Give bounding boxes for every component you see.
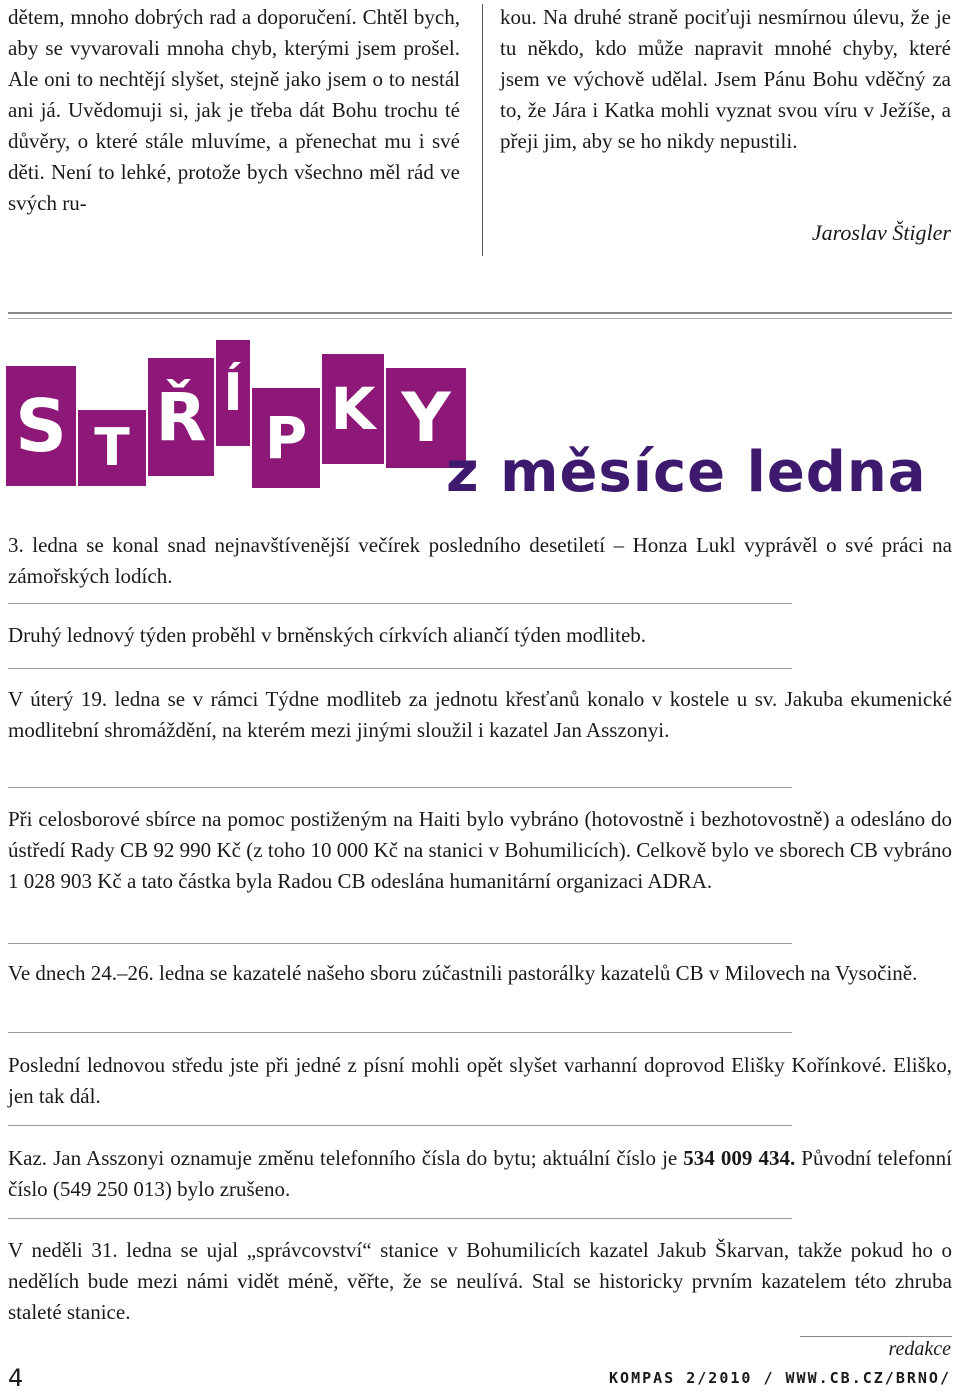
article-left-column: dětem, mnoho dobrých rad a doporučení. Chtěl bych, aby se vyvarovali mnoha chyb, kterými jsem prošel. Ale oni to nechtějí slyšet, stejně jako jsem o to nestál ani já. Uvědomuji si, jak je třeba dát Bohu trochu té důvěry, o které stále mluvíme, a přenechat mu i své děti. Není to lehké, protože bych všechno měl rád ve svých ru- bbox=[8, 5, 460, 215]
news-separator bbox=[8, 787, 792, 788]
title-letter: Ř bbox=[148, 358, 214, 476]
section-rule-thin bbox=[8, 318, 952, 319]
news-separator bbox=[8, 1032, 792, 1033]
credit-text: redakce bbox=[888, 1338, 951, 1360]
journal-footer: KOMPAS 2/2010 / WWW.CB.CZ/BRNO/ bbox=[609, 1369, 951, 1387]
phone-text-before: Kaz. Jan Asszonyi oznamuje změnu telefonního čísla do bytu; aktuální číslo je bbox=[8, 1146, 684, 1170]
news-item: Při celosborové sbírce na pomoc postiženým na Haiti bylo vybráno (hotovostně i bezhotovostně) a odesláno do ústředí Rady CB 92 990 Kč (z toho 10 000 Kč na stanici v Bohumilicích). Celkově bylo ve sborech CB vybráno 1 028 903 Kč a tato částka byla Radou CB odeslána humanitární organizaci ADRA. bbox=[8, 807, 952, 893]
news-separator bbox=[8, 1125, 792, 1126]
news-separator bbox=[8, 603, 792, 604]
title-letter: Y bbox=[386, 368, 466, 468]
article-signature: Jaroslav Štigler bbox=[811, 220, 951, 245]
news-separator bbox=[8, 668, 792, 669]
title-letter: Í bbox=[216, 340, 250, 446]
title-letter: P bbox=[252, 388, 320, 488]
phone-number: 534 009 434. bbox=[683, 1146, 796, 1170]
news-item: V úterý 19. ledna se v rámci Týdne modliteb za jednotu křesťanů konalo v kostele u sv. Jakuba ekumenické modlitební shromáždění, na kterém mezi jinými sloužil i kazatel Jan Asszonyi. bbox=[8, 687, 952, 742]
news-separator bbox=[8, 943, 792, 944]
news-item-phone bbox=[8, 1143, 952, 1205]
news-separator bbox=[8, 1218, 792, 1219]
column-divider bbox=[482, 4, 483, 256]
news-item: V neděli 31. ledna se ujal „správcovství“ stanice v Bohumilicích kazatel Jakub Škarvan, takže pokud ho o nedělích bude mezi námi vidět méně, věřte, že se neulívá. Stal se historicky prvním kazatelem této zhruba staleté stanice. bbox=[8, 1238, 952, 1324]
news-item: 3. ledna se konal snad nejnavštívenější večírek posledního desetiletí – Honza Lukl vyprávěl o své práci na zámořských lodích. bbox=[8, 533, 952, 588]
article-right-column: kou. Na druhé straně pociťuji nesmírnou úlevu, že je tu někdo, kdo může napravit mnohé chyby, které jsem ve výchově udělal. Jsem Pánu Bohu vděčný za to, že Jára i Katka mohli vyznat svou víru v Ježíše, a přeji jim, aby se ho nikdy nepustili. bbox=[500, 5, 951, 153]
title-letter: K bbox=[322, 354, 384, 464]
news-item: Ve dnech 24.–26. ledna se kazatelé našeho sboru zúčastnili pastorálky kazatelů CB v Milovech na Vysočině. bbox=[8, 961, 918, 985]
page-number: 4 bbox=[8, 1364, 24, 1392]
news-item: Poslední lednovou středu jste při jedné z písní mohli opět slyšet varhanní doprovod Elišky Kořínkové. Eliško, jen tak dál. bbox=[8, 1053, 952, 1108]
section-rule bbox=[8, 312, 952, 314]
news-item: Druhý lednový týden proběhl v brněnských církvích aliančí týden modliteb. bbox=[8, 623, 647, 647]
phone-text-after: Původní telefonní číslo (549 250 013) bylo zrušeno. bbox=[8, 1146, 953, 1201]
credit-rule bbox=[800, 1336, 952, 1337]
title-letter: T bbox=[78, 410, 146, 486]
section-subtitle: z měsíce ledna bbox=[446, 440, 927, 505]
title-letter: S bbox=[6, 366, 76, 486]
